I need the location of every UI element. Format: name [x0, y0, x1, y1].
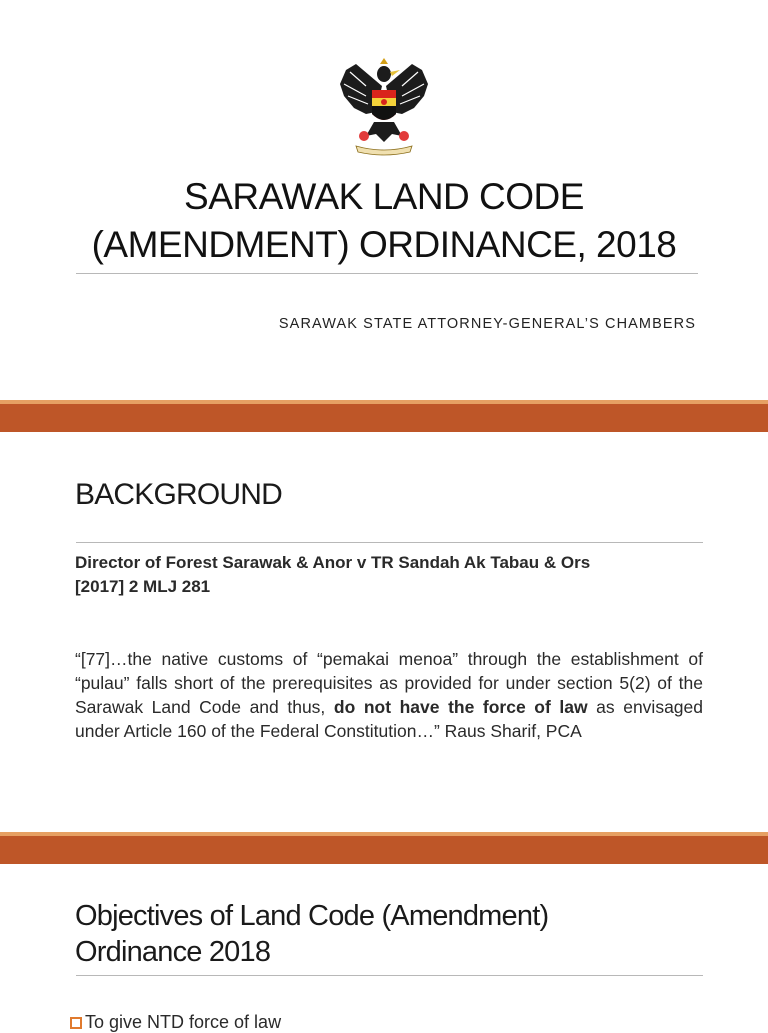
- band-highlight: [0, 832, 768, 836]
- case-name: Director of Forest Sarawak & Anor v TR Sandah Ak Tabau & Ors: [75, 553, 591, 572]
- objectives-heading-line-1: Objectives of Land Code (Amendment): [75, 900, 549, 932]
- background-divider: [76, 542, 703, 543]
- sarawak-coat-of-arms-icon: [336, 56, 432, 156]
- case-citation: [75, 551, 703, 599]
- slide-separator-band: [0, 400, 768, 432]
- judgment-quote: [75, 647, 703, 743]
- background-heading: BACKGROUND: [75, 478, 283, 511]
- subtitle: SARAWAK STATE ATTORNEY-GENERAL’S CHAMBERS: [278, 316, 696, 332]
- slide-separator-band: [0, 832, 768, 864]
- main-title-line-2: (AMENDMENT) ORDINANCE, 2018: [91, 224, 677, 265]
- objective-bullet-text: To give NTD force of law: [85, 1012, 282, 1032]
- objective-bullet: [70, 1012, 281, 1033]
- objectives-heading: [75, 898, 548, 970]
- quote-text-end: as envisaged under Article 160 of the Federal Constitution…” Raus Sharif, PCA: [75, 697, 703, 741]
- objectives-divider: [76, 975, 703, 976]
- quote-bold-phrase: do not have the force of law: [333, 697, 588, 717]
- main-title-line-1: SARAWAK LAND CODE: [184, 176, 584, 217]
- objectives-heading-line-2: Ordinance 2018: [75, 936, 271, 968]
- checkbox-bullet-icon: [70, 1017, 82, 1029]
- case-reference: [2017] 2 MLJ 281: [75, 577, 211, 596]
- band-highlight: [0, 400, 768, 404]
- quote-text-start: “[77]…the native customs of “pemakai menoa” through the establishment of “pulau” falls short of the prerequisites as provided for under section 5(2) of the Sarawak Land Code and thus,: [75, 649, 703, 717]
- title-divider: [76, 273, 698, 274]
- title-slide: [0, 0, 768, 398]
